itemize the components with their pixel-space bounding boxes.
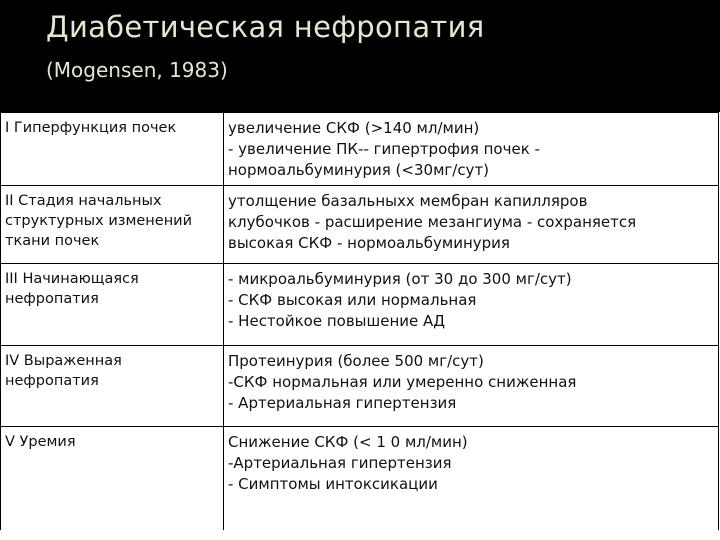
table-row [1, 264, 719, 346]
description-cell: утолщение базальныхх мембран капилляров клубочков - расширение мезангиума - сохраняется высокая СКФ - нормоальбуминурия [224, 186, 719, 264]
description-cell: Снижение СКФ (< 1 0 мл/мин) -Артериальная гипертензия - Симптомы интоксикации [224, 427, 719, 531]
table-row [1, 113, 719, 186]
stages-table [0, 112, 719, 530]
slide-header [0, 0, 720, 112]
stage-cell: III Начинающаяся нефропатия [1, 264, 224, 346]
stage-cell: IV Выраженная нефропатия [1, 346, 224, 427]
slide-title: Диабетическая нефропатия [46, 10, 485, 44]
description-cell: - микроальбуминурия (от 30 до 300 мг/сут) - СКФ высокая или нормальная - Нестойкое повышение АД [224, 264, 719, 346]
table-row [1, 186, 719, 264]
slide-subtitle: (Mogensen, 1983) [46, 58, 228, 82]
table-row [1, 427, 719, 531]
stage-cell: II Стадия начальных структурных изменений ткани почек [1, 186, 224, 264]
description-cell: увеличение СКФ (>140 мл/мин) - увеличение ПК-- гипертрофия почек - нормоальбуминурия (<30мг/сут) [224, 113, 719, 186]
table-row [1, 346, 719, 427]
stage-cell: V Уремия [1, 427, 224, 531]
stage-cell: I Гиперфункция почек [1, 113, 224, 186]
stages-table-container [0, 112, 720, 540]
description-cell: Протеинурия (более 500 мг/сут) -СКФ нормальная или умеренно сниженная - Артериальная гипертензия [224, 346, 719, 427]
